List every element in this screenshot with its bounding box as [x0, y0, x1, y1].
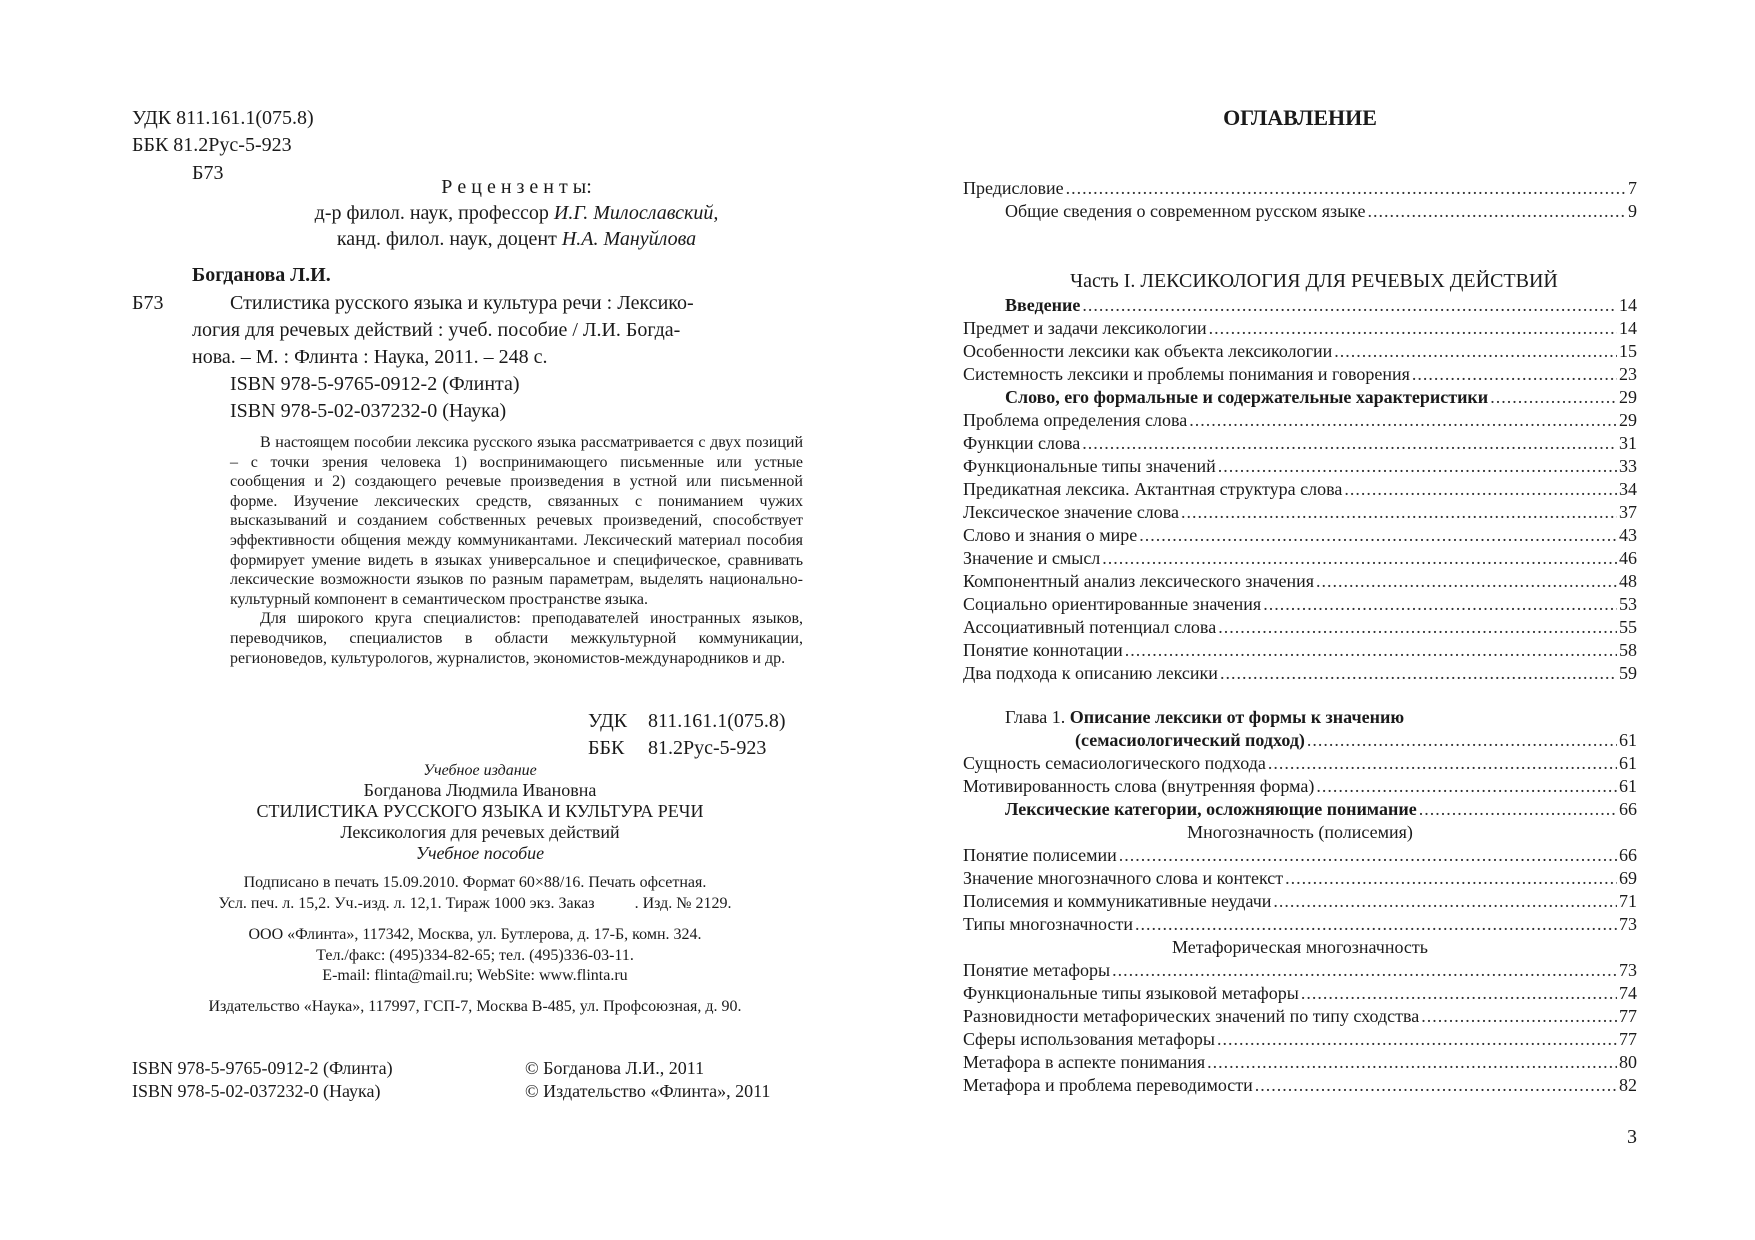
toc-row[interactable]: Значение многозначного слова и контекст ..... 69: [963, 868, 1637, 892]
isbn-line-1: ISBN 978-5-9765-0912-2 (Флинта): [230, 373, 520, 395]
bbk-value-2: 81.2Рус-5-923: [648, 737, 767, 759]
toc-row[interactable]: Два подхода к описанию лексики ..... 59: [963, 663, 1637, 687]
book-subtitle: Лексикология для речевых действий: [340, 822, 620, 842]
print-info-1: Подписано в печать 15.09.2010. Формат 60×88/16. Печать офсетная.: [243, 874, 707, 891]
toc-row[interactable]: Мотивированность слова (внутренняя форма) ..... 61: [963, 776, 1637, 800]
toc-row[interactable]: Социально ориентированные значения ..... 53: [963, 594, 1637, 618]
isbn-bottom-2: ISBN 978-5-02-037232-0 (Наука): [132, 1081, 381, 1101]
toc-row[interactable]: Системность лексики и проблемы понимания и говорения ..... 23: [963, 364, 1637, 388]
subsection-metaphor: Метафорическая многозначность: [1171, 937, 1429, 957]
biblio-line-2: логия для речевых действий : учеб. пособие / Л.И. Богда-: [192, 319, 681, 341]
annotation-paragraph-1: В настоящем пособии лексика русского языка рассматривается с двух позиций – с точки зрения человека 1) воспринимающего письменные или устные сообщения и 2) создающего речевые произведения в устной или письменной форме. Изучение лексических средств, связанных с пониманием чужих высказываний и созданием собственных речевых произведений, способствует эффективности общения между коммуникантами. Лексический материал пособия формирует умение видеть в языках универсальное и специфическое, сравнивать лексические возможности языков по разным параметрам, выделять национально-культурный компонент в семантическом пространстве языка.: [230, 434, 803, 608]
author-full-name: Богданова Людмила Ивановна: [363, 780, 597, 800]
toc-row[interactable]: Общие сведения о современном русском языке ..... 9: [1005, 201, 1637, 225]
isbn-bottom-1: ISBN 978-5-9765-0912-2 (Флинта): [132, 1058, 393, 1078]
bbk-label-2: ББК: [588, 737, 625, 759]
toc-row[interactable]: Введение ..... 14: [1005, 295, 1637, 319]
reviewer-1: д-р филол. наук, профессор И.Г. Милославский,: [314, 202, 719, 224]
toc-row[interactable]: Функциональные типы языковой метафоры ..... 74: [963, 983, 1637, 1007]
toc-row[interactable]: Предмет и задачи лексикологии ..... 14: [963, 318, 1637, 342]
toc-row[interactable]: Слово и знания о мире ..... 43: [963, 525, 1637, 549]
author-mark: Б73: [192, 162, 224, 184]
publisher-info-1: ООО «Флинта», 117342, Москва, ул. Бутлерова, д. 17-Б, комн. 324.: [248, 926, 702, 943]
publisher-info-3: E-mail: flinta@mail.ru; WebSite: www.flinta.ru: [322, 967, 628, 984]
toc-row[interactable]: Предикатная лексика. Актантная структура слова ..... 34: [963, 479, 1637, 503]
annotation: [230, 433, 803, 668]
toc-row[interactable]: Сферы использования метафоры ..... 77: [963, 1029, 1637, 1053]
biblio-line-3: нова. – М. : Флинта : Наука, 2011. – 248 с.: [192, 346, 548, 368]
toc-title: ОГЛАВЛЕНИЕ: [1223, 105, 1377, 130]
toc-row[interactable]: Метафора и проблема переводимости ..... 82: [963, 1075, 1637, 1099]
toc-row[interactable]: Типы многозначности ..... 73: [963, 914, 1637, 938]
biblio-line-1: Стилистика русского языка и культура речи : Лексико-: [230, 292, 694, 314]
toc-row[interactable]: Функциональные типы значений ..... 33: [963, 456, 1637, 480]
toc-row[interactable]: Предисловие ..... 7: [963, 178, 1637, 202]
reviewers-title: Р е ц е н з е н т ы:: [441, 176, 592, 198]
toc-row[interactable]: Лексические категории, осложняющие понимание ..... 66: [1005, 799, 1637, 823]
toc-row[interactable]: Метафора в аспекте понимания ..... 80: [963, 1052, 1637, 1076]
toc-row[interactable]: Разновидности метафорических значений по типу сходства ..... 77: [963, 1006, 1637, 1030]
toc-row[interactable]: (семасиологический подход) ..... 61: [1075, 730, 1637, 754]
toc-row[interactable]: Понятие метафоры ..... 73: [963, 960, 1637, 984]
author-mark-2: Б73: [132, 292, 164, 314]
book-title: СТИЛИСТИКА РУССКОГО ЯЗЫКА И КУЛЬТУРА РЕЧИ: [256, 801, 704, 821]
toc-row[interactable]: Ассоциативный потенциал слова ..... 55: [963, 617, 1637, 641]
publisher-info-4: Издательство «Наука», 117997, ГСП-7, Москва В-485, ул. Профсоюзная, д. 90.: [208, 998, 742, 1015]
toc-row[interactable]: Функции слова ..... 31: [963, 433, 1637, 457]
toc-row[interactable]: Слово, его формальные и содержательные характеристики ..... 29: [1005, 387, 1637, 411]
udk-code: УДК 811.161.1(075.8): [132, 107, 314, 129]
toc-row[interactable]: Значение и смысл ..... 46: [963, 548, 1637, 572]
print-info-2: Усл. печ. л. 15,2. Уч.-изд. л. 12,1. Тираж 1000 экз. Заказ . Изд. № 2129.: [218, 895, 732, 912]
toc-row[interactable]: Понятие коннотации ..... 58: [963, 640, 1637, 664]
toc-row[interactable]: Сущность семасиологического подхода ..... 61: [963, 753, 1637, 777]
subsection-polysemy: Многозначность (полисемия): [1187, 822, 1413, 842]
bbk-code: ББК 81.2Рус-5-923: [132, 134, 292, 156]
toc-row[interactable]: Особенности лексики как объекта лексикологии ..... 15: [963, 341, 1637, 365]
toc-row[interactable]: Компонентный анализ лексического значения ..... 48: [963, 571, 1637, 595]
chapter1-title: Глава 1. Описание лексики от формы к значению: [1005, 707, 1405, 727]
isbn-line-2: ISBN 978-5-02-037232-0 (Наука): [230, 400, 507, 422]
toc-row[interactable]: Полисемия и коммуникативные неудачи ..... 71: [963, 891, 1637, 915]
part1-title: Часть I. ЛЕКСИКОЛОГИЯ ДЛЯ РЕЧЕВЫХ ДЕЙСТВИЙ: [1070, 270, 1558, 292]
reviewer-2: канд. филол. наук, доцент Н.А. Мануйлова: [336, 228, 697, 250]
toc-row[interactable]: Понятие полисемии ..... 66: [963, 845, 1637, 869]
copyright-author: © Богданова Л.И., 2011: [525, 1058, 705, 1078]
edition-type: Учебное издание: [423, 762, 537, 779]
page-number: 3: [1627, 1126, 1637, 1148]
udk-value-2: 811.161.1(075.8): [648, 710, 786, 732]
copyright-publisher: © Издательство «Флинта», 2011: [525, 1081, 771, 1101]
udk-label-2: УДК: [588, 710, 628, 732]
publisher-info-2: Тел./факс: (495)334-82-65; тел. (495)336-03-11.: [316, 947, 634, 964]
toc-row[interactable]: Лексическое значение слова ..... 37: [963, 502, 1637, 526]
book-type: Учебное пособие: [415, 843, 545, 863]
annotation-paragraph-2: Для широкого круга специалистов: преподавателей иностранных языков, переводчиков, специалистов в области межкультурной коммуникации, регионоведов, культурологов, журналистов, экономистов-международников и др.: [230, 610, 803, 667]
author-heading: Богданова Л.И.: [192, 264, 331, 286]
toc-row[interactable]: Проблема определения слова ..... 29: [963, 410, 1637, 434]
